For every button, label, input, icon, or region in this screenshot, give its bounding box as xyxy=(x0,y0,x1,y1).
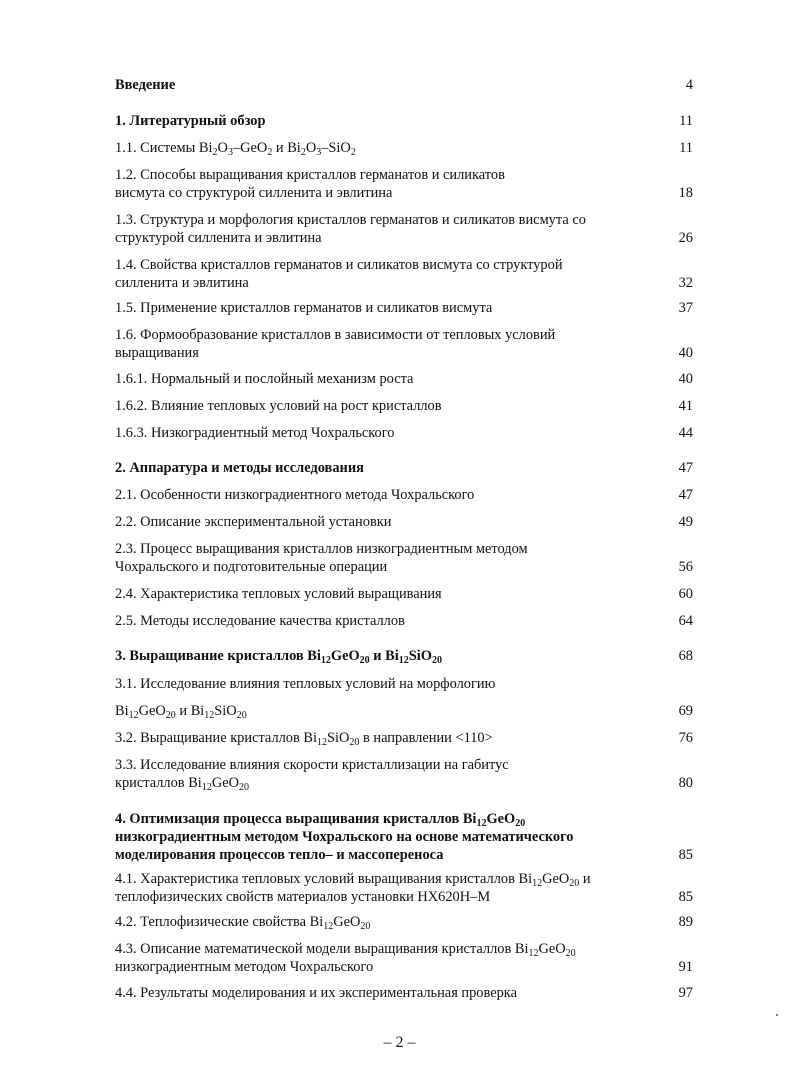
toc-entry-page: 69 xyxy=(678,703,693,719)
toc-entry-title: 4.2. Теплофизические свойства $Bi_{12}GeO_{20}$ xyxy=(115,914,371,932)
toc-entry-title: 1.6. Формообразование кристаллов в зависимости от тепловых условий выращивания xyxy=(115,327,556,361)
toc-entry-title: 4.1. Характеристика тепловых условий выращивания кристаллов $Bi_{12}GeO_{20}$ и теплофизических свойств материалов установки НХ620Н–М xyxy=(115,871,591,905)
toc-entry-title: 3. Выращивание кристаллов $Bi_{12}GeO_{20}$ и $Bi_{12}SiO_{20}$ xyxy=(115,648,442,666)
toc-entry xyxy=(115,139,693,157)
toc-entry xyxy=(115,459,693,477)
toc-entry-title: 1.2. Способы выращивания кристаллов германатов и силикатов висмута со структурой силленита и эвлитина xyxy=(115,167,505,201)
toc-entry-page: 68 xyxy=(678,648,693,664)
toc-entry-page: 18 xyxy=(678,185,693,201)
toc-entry-page: 97 xyxy=(678,985,693,1001)
toc-entry xyxy=(115,540,693,576)
toc-entry-title: 1.4. Свойства кристаллов германатов и силикатов висмута со структурой силленита и эвлитина xyxy=(115,257,563,291)
toc-entry-page: 89 xyxy=(678,914,693,930)
toc-entry-title: 2.1. Особенности низкоградиентного метода Чохральского xyxy=(115,487,475,503)
toc-entry xyxy=(115,756,693,792)
toc-entry xyxy=(115,112,693,130)
toc-entry-page: 44 xyxy=(678,425,693,441)
toc-entry-title: 2.2. Описание экспериментальной установки xyxy=(115,514,392,530)
toc-entry xyxy=(115,513,693,531)
toc-entry xyxy=(115,612,693,630)
toc-entry-page: 85 xyxy=(678,889,693,905)
toc-entry-page: 40 xyxy=(678,345,693,361)
toc-entry-page: 76 xyxy=(678,730,693,746)
toc-entry-page: 80 xyxy=(678,775,693,791)
toc-entry-page: 56 xyxy=(678,559,693,575)
toc-entry xyxy=(115,870,693,906)
toc-entry xyxy=(115,984,693,1002)
scan-speck xyxy=(776,1014,778,1016)
toc-entry-title: 4.4. Результаты моделирования и их экспериментальная проверка xyxy=(115,985,517,1001)
toc-entry xyxy=(115,76,693,94)
toc-entry xyxy=(115,486,693,504)
toc-entry-title: 3.2. Выращивание кристаллов $Bi_{12}SiO_{20}$ в направлении <110> xyxy=(115,730,493,748)
toc-entry-title: 1. Литературный обзор xyxy=(115,113,266,129)
toc-entry xyxy=(115,256,693,292)
toc-entry-title: Введение xyxy=(115,77,176,93)
toc-entry-title: 1.5. Применение кристаллов германатов и силикатов висмута xyxy=(115,300,493,316)
toc-entry-page: 11 xyxy=(679,140,693,156)
toc-entry xyxy=(115,647,693,665)
toc-entry xyxy=(115,370,693,388)
toc-entry xyxy=(115,397,693,415)
toc-entry-page: 11 xyxy=(679,113,693,129)
toc-entry xyxy=(115,729,693,747)
toc-entry xyxy=(115,940,693,976)
toc-entry-title: 2.4. Характеристика тепловых условий выращивания xyxy=(115,586,442,602)
toc-entry-page: 4 xyxy=(685,77,693,93)
toc-entry xyxy=(115,299,693,317)
toc-entry-title: $Bi_{12}GeO_{20}$ и $Bi_{12}SiO_{20}$ xyxy=(115,703,247,721)
toc-entry xyxy=(115,675,693,693)
toc-entry-title: 2.3. Процесс выращивания кристаллов низкоградиентным методом Чохральского и подготовительные операции xyxy=(115,541,528,575)
toc-entry-title: 2.5. Методы исследование качества кристаллов xyxy=(115,613,405,629)
toc-entry-title: 1.1. Системы $Bi_2O_3-GeO_2$ и $Bi_2O_3-SiO_2$ xyxy=(115,140,356,158)
toc-entry-page: 47 xyxy=(678,460,693,476)
toc-entry-title: 3.1. Исследование влияния тепловых условий на морфологию xyxy=(115,676,496,692)
toc-entry xyxy=(115,585,693,603)
toc-entry xyxy=(115,166,693,202)
toc-entry-title: 4.3. Описание математической модели выращивания кристаллов $Bi_{12}GeO_{20}$ низкоградиентным методом Чохральского xyxy=(115,941,576,975)
toc-entry xyxy=(115,326,693,362)
toc-entry-title: 1.6.3. Низкоградиентный метод Чохральского xyxy=(115,425,395,441)
toc-entry-page: 26 xyxy=(678,230,693,246)
page-number: – 2 – xyxy=(383,1034,416,1051)
toc-entry-title: 2. Аппаратура и методы исследования xyxy=(115,460,364,476)
toc-entry xyxy=(115,810,693,864)
toc-entry-page: 37 xyxy=(678,300,693,316)
toc-entry-page: 64 xyxy=(678,613,693,629)
toc-entry xyxy=(115,211,693,247)
toc-entry xyxy=(115,913,693,931)
toc-entry-page: 49 xyxy=(678,514,693,530)
toc-entry-title: 4. Оптимизация процесса выращивания кристаллов $Bi_{12}GeO_{20}$ низкоградиентным методом Чохральского на основе математического моделирования процессов тепло– и массопереноса xyxy=(115,811,574,863)
toc-entry xyxy=(115,424,693,442)
toc-entry-title: 1.6.2. Влияние тепловых условий на рост кристаллов xyxy=(115,398,442,414)
toc-entry-page: 47 xyxy=(678,487,693,503)
toc-entry-page: 40 xyxy=(678,371,693,387)
toc-entry-page: 60 xyxy=(678,586,693,602)
toc-entry-page: 85 xyxy=(678,847,693,863)
toc-entry-title: 1.3. Структура и морфология кристаллов германатов и силикатов висмута со структурой силленита и эвлитина xyxy=(115,212,586,246)
toc-entry-page: 41 xyxy=(678,398,693,414)
toc-entry-title: 1.6.1. Нормальный и послойный механизм роста xyxy=(115,371,414,387)
toc-entry-title: 3.3. Исследование влияния скорости кристаллизации на габитус кристаллов $Bi_{12}GeO_{20}$ xyxy=(115,757,509,793)
toc-entry xyxy=(115,702,693,720)
toc-entry-page: 91 xyxy=(678,959,693,975)
toc-entry-page: 32 xyxy=(678,275,693,291)
